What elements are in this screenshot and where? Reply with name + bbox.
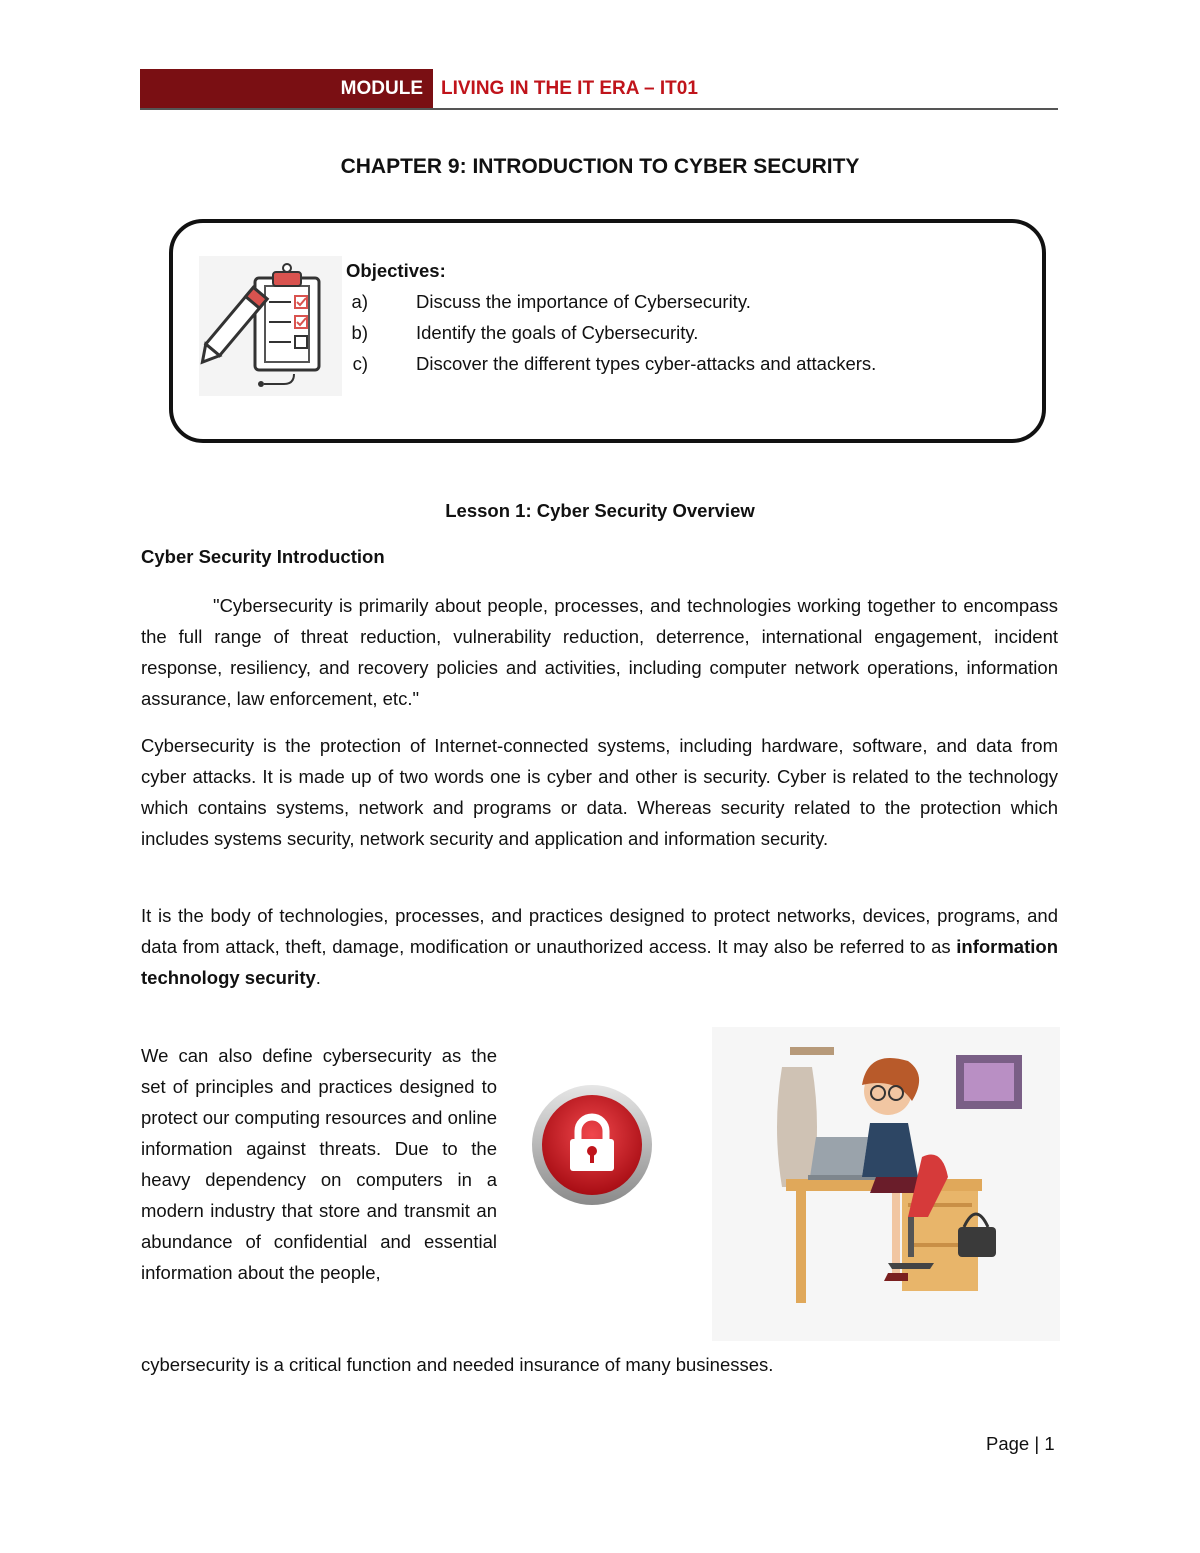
body-text: It is the body of technologies, processes, and practices designed to protect networks, devices, programs, and data from attack, theft, damage, modification or unauthorized access. It may also be referred to as — [141, 905, 1058, 957]
clipboard-checklist-icon — [199, 256, 342, 396]
lesson-title: Lesson 1: Cyber Security Overview — [445, 500, 755, 521]
page-footer — [986, 1433, 1055, 1455]
page-separator: | — [1034, 1433, 1040, 1454]
objective-item — [346, 348, 876, 379]
objective-marker: b) — [351, 322, 368, 343]
principles-ending: cybersecurity is a critical function and needed insurance of many businesses. — [141, 1354, 774, 1375]
woman-at-laptop-illustration — [712, 1027, 1060, 1341]
module-header — [140, 69, 1058, 109]
body-bold-term: information technology security — [141, 936, 1058, 988]
quote-paragraph: "Cybersecurity is primarily about people, processes, and technologies working together to encompass the full range of threat reduction, vulnerability reduction, deterrence, international engagement, incident response, resiliency, and recovery policies and activities, including computer network operations, information assurance, law enforcement, etc." — [141, 595, 1058, 709]
body-end: . — [315, 967, 321, 988]
chapter-title: CHAPTER 9: INTRODUCTION TO CYBER SECURITY — [340, 155, 860, 178]
objective-text: Discover the different types cyber-attacks and attackers. — [416, 353, 877, 374]
objectives-heading: Objectives: — [346, 260, 446, 281]
module-label: MODULE — [140, 69, 433, 108]
objective-marker: c) — [352, 353, 368, 374]
objective-item — [346, 317, 876, 348]
header-rule — [140, 108, 1058, 110]
principles-paragraph: We can also define cybersecurity as the set of principles and practices designed to protect our computing resources and online information against threats. Due to the heavy dependency on computers in a modern industry that store and transmit an abundance of confidential and essential information about the people, — [141, 1045, 497, 1283]
objective-item — [346, 286, 876, 317]
objective-marker: a) — [351, 291, 368, 312]
definition-paragraph: Cybersecurity is the protection of Internet-connected systems, including hardware, software, and data from cyber attacks. It is made up of two words one is cyber and other is security. Cyber is related to the technology which contains systems, network and programs or data. Whereas security related to the protection which includes systems security, network security and application and information security. — [141, 735, 1058, 849]
page-label: Page — [986, 1433, 1030, 1454]
body-paragraph — [141, 900, 1058, 993]
section-heading: Cyber Security Introduction — [141, 546, 385, 567]
objectives-list — [346, 255, 876, 379]
objective-text: Discuss the importance of Cybersecurity. — [416, 291, 751, 312]
objective-text: Identify the goals of Cybersecurity. — [416, 322, 699, 343]
page-number: 1 — [1044, 1433, 1055, 1454]
course-title: LIVING IN THE IT ERA – IT01 — [441, 78, 698, 99]
padlock-icon — [528, 1083, 656, 1208]
